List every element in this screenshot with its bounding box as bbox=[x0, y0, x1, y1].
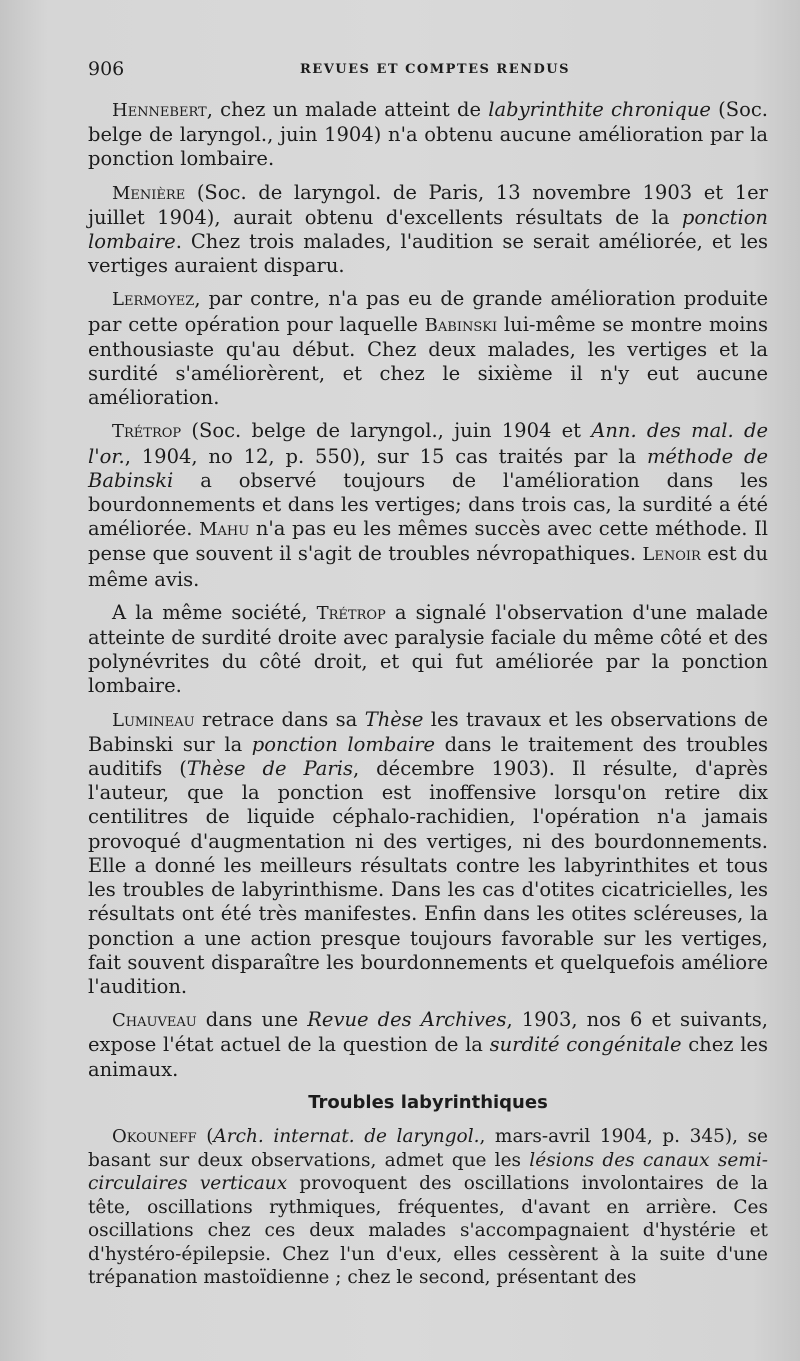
text-run: retrace dans sa bbox=[194, 707, 365, 731]
author-name: Lermoyez bbox=[112, 289, 195, 311]
text-run: (Soc. belge de laryngol., juin 1904 et bbox=[181, 419, 592, 443]
author-name: Trétrop bbox=[316, 602, 386, 624]
author-name: Trétrop bbox=[112, 421, 182, 443]
italic-run: Arch. internat. de laryngol. bbox=[213, 1125, 480, 1147]
italic-run: Thèse bbox=[364, 707, 424, 731]
paragraph-okouneff bbox=[88, 1125, 768, 1290]
text-run: dans une bbox=[196, 1008, 308, 1032]
author-name: Mahu bbox=[199, 519, 250, 541]
paragraph-lumineau bbox=[88, 708, 768, 999]
text-run: , 1904, no 12, p. 550), sur 15 cas traités par la bbox=[124, 444, 647, 468]
page-body bbox=[88, 98, 768, 1299]
paragraph-hennebert bbox=[88, 98, 768, 172]
paragraph-tretrop bbox=[88, 419, 768, 591]
text-run: lui-même se montre moins enthousiaste qu'au début. Chez deux malades, les vertiges et la surdité s'améliorèrent, et chez le sixième il n'y eut aucune amélioration. bbox=[88, 312, 768, 410]
author-name: Chauveau bbox=[112, 1010, 197, 1032]
italic-run: ponction lombaire bbox=[88, 205, 768, 254]
text-run: , chez un malade atteint de bbox=[206, 98, 489, 121]
italic-run: méthode de Babinski bbox=[88, 444, 768, 492]
text-run: (Soc. de laryngol. de Paris, 13 novembre 1903 et 1er juillet 1904), aurait obtenu d'excellents résultats de la bbox=[88, 180, 768, 229]
text-run: provoquent des oscillations involontaires de la tête, oscillations rythmiques, fréquentes, d'avant en arrière. Ces oscillations chez ces deux malades s'accompagnaient d'hystérie et d'hystéro-épilepsie. Chez l'un d'eux, elles cessèrent à la suite d'une trépanation mastoïdienne ; chez le second, présentant des bbox=[88, 1173, 768, 1289]
author-name: Lumineau bbox=[112, 709, 195, 731]
text-run: A la même société, bbox=[112, 600, 317, 624]
page-header bbox=[88, 58, 760, 82]
page-number: 906 bbox=[88, 58, 125, 80]
running-title: REVUES ET COMPTES RENDUS bbox=[300, 62, 570, 77]
text-run: . Chez trois malades, l'audition se serait améliorée, et les vertiges auraient disparu. bbox=[88, 230, 768, 278]
italic-run: Revue des Archives bbox=[307, 1008, 507, 1032]
italic-run: surdité congénitale bbox=[489, 1033, 682, 1057]
text-run: , décembre 1903). Il résulte, d'après l'auteur, que la ponction est inoffensive lorsqu'on retire dix centilitres de liquide céphalo-rachidien, l'opération n'a jamais provoqué d'augmentation ni des vertiges, ni des bourdonnements. Elle a donné les meilleurs résultats contre les labyrinthites et tous les troubles de labyrinthisme. Dans les cas d'otites cicatricielles, les résultats ont été très manifestes. Enfin dans les otites scléreuses, la ponction a une action presque toujours favorable sur les vertiges, fait souvent disparaître les bourdonnements et quelquefois améliore l'audition. bbox=[88, 757, 768, 998]
author-name: Lenoir bbox=[642, 544, 701, 566]
author-name: Menière bbox=[112, 182, 186, 204]
author-name: Hennebert bbox=[112, 100, 207, 121]
paragraph-lermoyez bbox=[88, 287, 768, 410]
paragraph-societe bbox=[88, 601, 768, 699]
text-run: dans le traitement des troubles auditifs ( bbox=[88, 732, 768, 781]
text-run: n'a pas eu les mêmes succès avec cette méthode. Il pense que souvent il s'agit de troubles névropathiques. bbox=[88, 517, 769, 566]
text-run: , par contre, n'a pas eu de grande amélioration produite par cette opération pour laquelle bbox=[88, 287, 768, 336]
text-run: est du même avis. bbox=[88, 542, 768, 591]
paragraph-meniere bbox=[88, 181, 768, 279]
text-run: ( bbox=[196, 1125, 214, 1147]
text-run: les travaux et les observations de Babinski sur la bbox=[88, 707, 768, 756]
italic-run: Ann. des mal. de l'or. bbox=[88, 419, 768, 468]
author-name: Babinski bbox=[424, 314, 498, 336]
italic-run: lésions des canaux semi-circulaires verticaux bbox=[88, 1149, 768, 1195]
section-title: Troubles labyrinthiques bbox=[308, 1091, 548, 1113]
text-run: , 1903, nos 6 et suivants, expose l'état actuel de la question de la bbox=[88, 1008, 768, 1057]
text-run: a signalé l'observation d'une malade atteinte de surdité droite avec paralysie faciale du même côté et des polynévrites du côté droit, et qui fut améliorée par la ponction lombaire. bbox=[88, 600, 768, 698]
text-run: a observé toujours de l'amélioration dans les bourdonnements et dans les vertiges; dans trois cas, la surdité a été améliorée. bbox=[88, 468, 768, 541]
italic-run: ponction lombaire bbox=[251, 732, 436, 756]
text-run: (Soc. belge de laryngol., juin 1904) n'a obtenu aucune amélioration par la ponction lombaire. bbox=[88, 98, 769, 171]
paragraph-chauveau bbox=[88, 1008, 768, 1082]
author-name: Okouneff bbox=[112, 1125, 197, 1147]
italic-run: labyrinthite chronique bbox=[488, 98, 711, 121]
italic-run: Thèse de Paris bbox=[186, 757, 353, 781]
text-run: chez les animaux. bbox=[88, 1033, 768, 1081]
text-run: , mars-avril 1904, p. 345), se basant sur deux observations, admet que les bbox=[88, 1125, 769, 1171]
